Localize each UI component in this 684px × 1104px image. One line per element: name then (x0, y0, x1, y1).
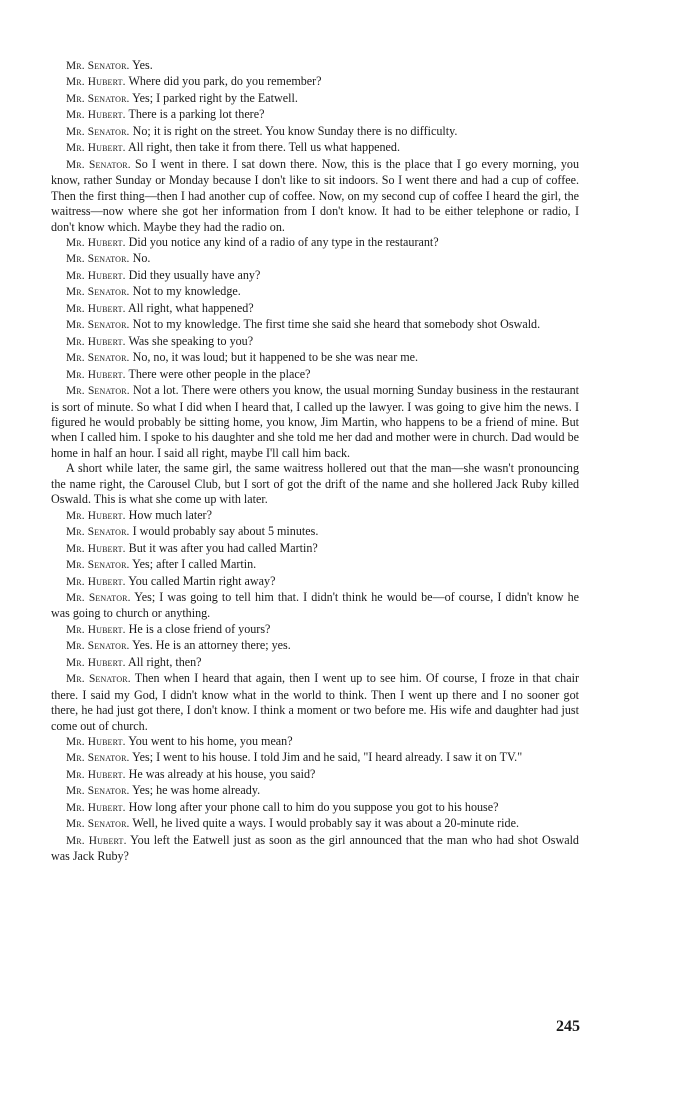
speaker-name: Mr. Hubert. (66, 236, 126, 249)
speaker-name: Mr. Hubert. (66, 834, 127, 847)
speaker-name: Mr. Senator. (66, 673, 131, 686)
page-number: 245 (556, 1018, 580, 1035)
speech-text: Not to my knowledge. (132, 284, 241, 299)
speech-text: Did they usually have any? (128, 267, 261, 282)
speaker-name: Mr. Hubert. (66, 76, 126, 89)
speech-text: But it was after you had called Martin? (128, 540, 318, 555)
speaker-name: Mr. Hubert. (66, 656, 126, 669)
speech-text: Not a lot. There were others you know, the usual morning Sunday business in the restaurant is sort of minute. So what I did when I heard that, I called up the lawyer. I was going to give him the news. I figured he would probably be sitting home, you know, Jim Martin, who happens to be a friend of mine. But when I called him. I spoke to his daughter and she told me her dad and mother were in church. Dad would be home in half an hour. I said all right, maybe I'll call him back. (51, 383, 579, 460)
speech-text: Yes; I parked right by the Eatwell. (132, 90, 298, 105)
speech-text: He was already at his house, you said? (128, 766, 316, 781)
transcript-paragraph (51, 461, 579, 507)
transcript-paragraph (51, 268, 579, 284)
transcript-paragraph (51, 140, 579, 156)
speaker-name: Mr. Senator. (66, 785, 130, 798)
speaker-name: Mr. Senator. (66, 559, 130, 572)
speaker-name: Mr. Hubert. (66, 768, 126, 781)
speaker-name: Mr. Senator. (66, 125, 130, 138)
speaker-name: Mr. Hubert. (66, 269, 126, 282)
transcript-paragraph (51, 524, 579, 540)
transcript-paragraph (51, 124, 579, 140)
speaker-name: Mr. Senator. (66, 526, 130, 539)
speech-text: All right, what happened? (128, 300, 254, 315)
speech-text: All right, then take it from there. Tell us what happened. (128, 140, 400, 155)
speech-text: How long after your phone call to him do you suppose you got to his house? (128, 799, 499, 814)
speech-text: Not to my knowledge. The first time she said she heard that somebody shot Oswald. (132, 317, 541, 332)
speech-text: Yes; I went to his house. I told Jim and he said, "I heard already. I saw it on TV." (132, 750, 523, 765)
transcript-paragraph (51, 301, 579, 317)
speaker-name: Mr. Senator. (66, 818, 130, 831)
speech-text: Well, he lived quite a ways. I would probably say it was about a 20-minute ride. (132, 816, 519, 831)
transcript-paragraph (51, 74, 579, 90)
transcript-paragraph (51, 235, 579, 251)
speech-text: You called Martin right away? (128, 573, 276, 588)
transcript-paragraph (51, 541, 579, 557)
speech-text: Was she speaking to you? (128, 333, 254, 348)
speaker-name: Mr. Senator. (66, 591, 131, 604)
speech-text: You went to his home, you mean? (128, 734, 293, 749)
speech-text: Then when I heard that again, then I went up to see him. Of course, I froze in that chair there. I said my God, I didn't know what in the world to think. Then I went up there and I no sooner got there, he had just got there, I don't know. I think a moment or two before me. His wife and daughter had just come out of church. (51, 671, 579, 733)
speech-text: He is a close friend of yours? (128, 621, 271, 636)
speaker-name: Mr. Hubert. (66, 575, 126, 588)
speech-text: There is a parking lot there? (128, 107, 265, 122)
speaker-name: Mr. Senator. (66, 253, 130, 266)
speech-text: No, no, it was loud; but it happened to be she was near me. (132, 350, 419, 365)
transcript-paragraph (51, 833, 579, 865)
speaker-name: Mr. Hubert. (66, 335, 126, 348)
speaker-name: Mr. Senator. (66, 385, 130, 398)
transcript-paragraph (51, 655, 579, 671)
speech-text: I would probably say about 5 minutes. (132, 524, 319, 539)
transcript-paragraph (51, 383, 579, 461)
transcript-paragraph (51, 622, 579, 638)
transcript-body (51, 58, 579, 865)
speaker-name: Mr. Senator. (66, 286, 130, 299)
transcript-paragraph (51, 590, 579, 622)
speaker-name: Mr. Hubert. (66, 302, 126, 315)
transcript-paragraph (51, 508, 579, 524)
transcript-paragraph (51, 317, 579, 333)
speaker-name: Mr. Senator. (66, 158, 131, 171)
transcript-paragraph (51, 574, 579, 590)
speech-text: Yes. He is an attorney there; yes. (132, 638, 291, 653)
speech-text: All right, then? (128, 654, 202, 669)
transcript-paragraph (51, 58, 579, 74)
transcript-paragraph (51, 783, 579, 799)
speaker-name: Mr. Hubert. (66, 142, 126, 155)
speech-text: A short while later, the same girl, the same waitress hollered out that the man—she wasn't pronouncing the name right, the Carousel Club, but I sort of got the drift of the name and she hollered Jack Ruby killed Oswald. This is what she come up with later. (51, 461, 579, 507)
transcript-paragraph (51, 350, 579, 366)
transcript-paragraph (51, 284, 579, 300)
transcript-paragraph (51, 750, 579, 766)
speech-text: You left the Eatwell just as soon as the girl announced that the man who had shot Oswald was Jack Ruby? (51, 832, 579, 864)
speaker-name: Mr. Hubert. (66, 542, 126, 555)
transcript-paragraph (51, 91, 579, 107)
transcript-paragraph (51, 800, 579, 816)
speech-text: There were other people in the place? (128, 366, 311, 381)
transcript-paragraph (51, 107, 579, 123)
transcript-paragraph (51, 367, 579, 383)
speaker-name: Mr. Senator. (66, 92, 130, 105)
transcript-paragraph (51, 557, 579, 573)
speech-text: How much later? (128, 507, 212, 522)
speaker-name: Mr. Senator. (66, 60, 130, 72)
transcript-paragraph (51, 816, 579, 832)
speaker-name: Mr. Hubert. (66, 368, 126, 381)
speech-text: Where did you park, do you remember? (128, 74, 322, 89)
speaker-name: Mr. Hubert. (66, 801, 126, 814)
transcript-paragraph (51, 767, 579, 783)
transcript-paragraph (51, 251, 579, 267)
speech-text: No. (132, 251, 151, 266)
speech-text: So I went in there. I sat down there. Now, this is the place that I go every morning, you know, rather Sunday or Monday because I don't like to sit indoors. So I went there and had a cup of coffee. Then the first thing—then I had another cup of coffee. Now, on my second cup of coffee I heard the girl, the waitress—now where she got her information from I don't know. It had to be either telephone or radio, I don't know which. Maybe they had the radio on. (51, 156, 579, 234)
speech-text: Yes; I was going to tell him that. I didn't think he would be—of course, I didn't know he was going to church or anything. (51, 589, 579, 621)
speech-text: Yes; after I called Martin. (132, 557, 257, 572)
speaker-name: Mr. Hubert. (66, 623, 126, 636)
transcript-paragraph (51, 157, 579, 235)
speech-text: Yes; he was home already. (132, 783, 261, 798)
speaker-name: Mr. Hubert. (66, 509, 126, 522)
transcript-paragraph (51, 734, 579, 750)
speech-text: No; it is right on the street. You know Sunday there is no difficulty. (132, 123, 458, 138)
speaker-name: Mr. Hubert. (66, 736, 126, 749)
speaker-name: Mr. Hubert. (66, 109, 126, 122)
speech-text: Yes. (132, 58, 153, 72)
speech-text: Did you notice any kind of a radio of any type in the restaurant? (128, 234, 439, 249)
speaker-name: Mr. Senator. (66, 640, 130, 653)
transcript-paragraph (51, 334, 579, 350)
transcript-paragraph (51, 638, 579, 654)
speaker-name: Mr. Senator. (66, 752, 130, 765)
speaker-name: Mr. Senator. (66, 319, 130, 332)
speaker-name: Mr. Senator. (66, 352, 130, 365)
transcript-paragraph (51, 671, 579, 734)
